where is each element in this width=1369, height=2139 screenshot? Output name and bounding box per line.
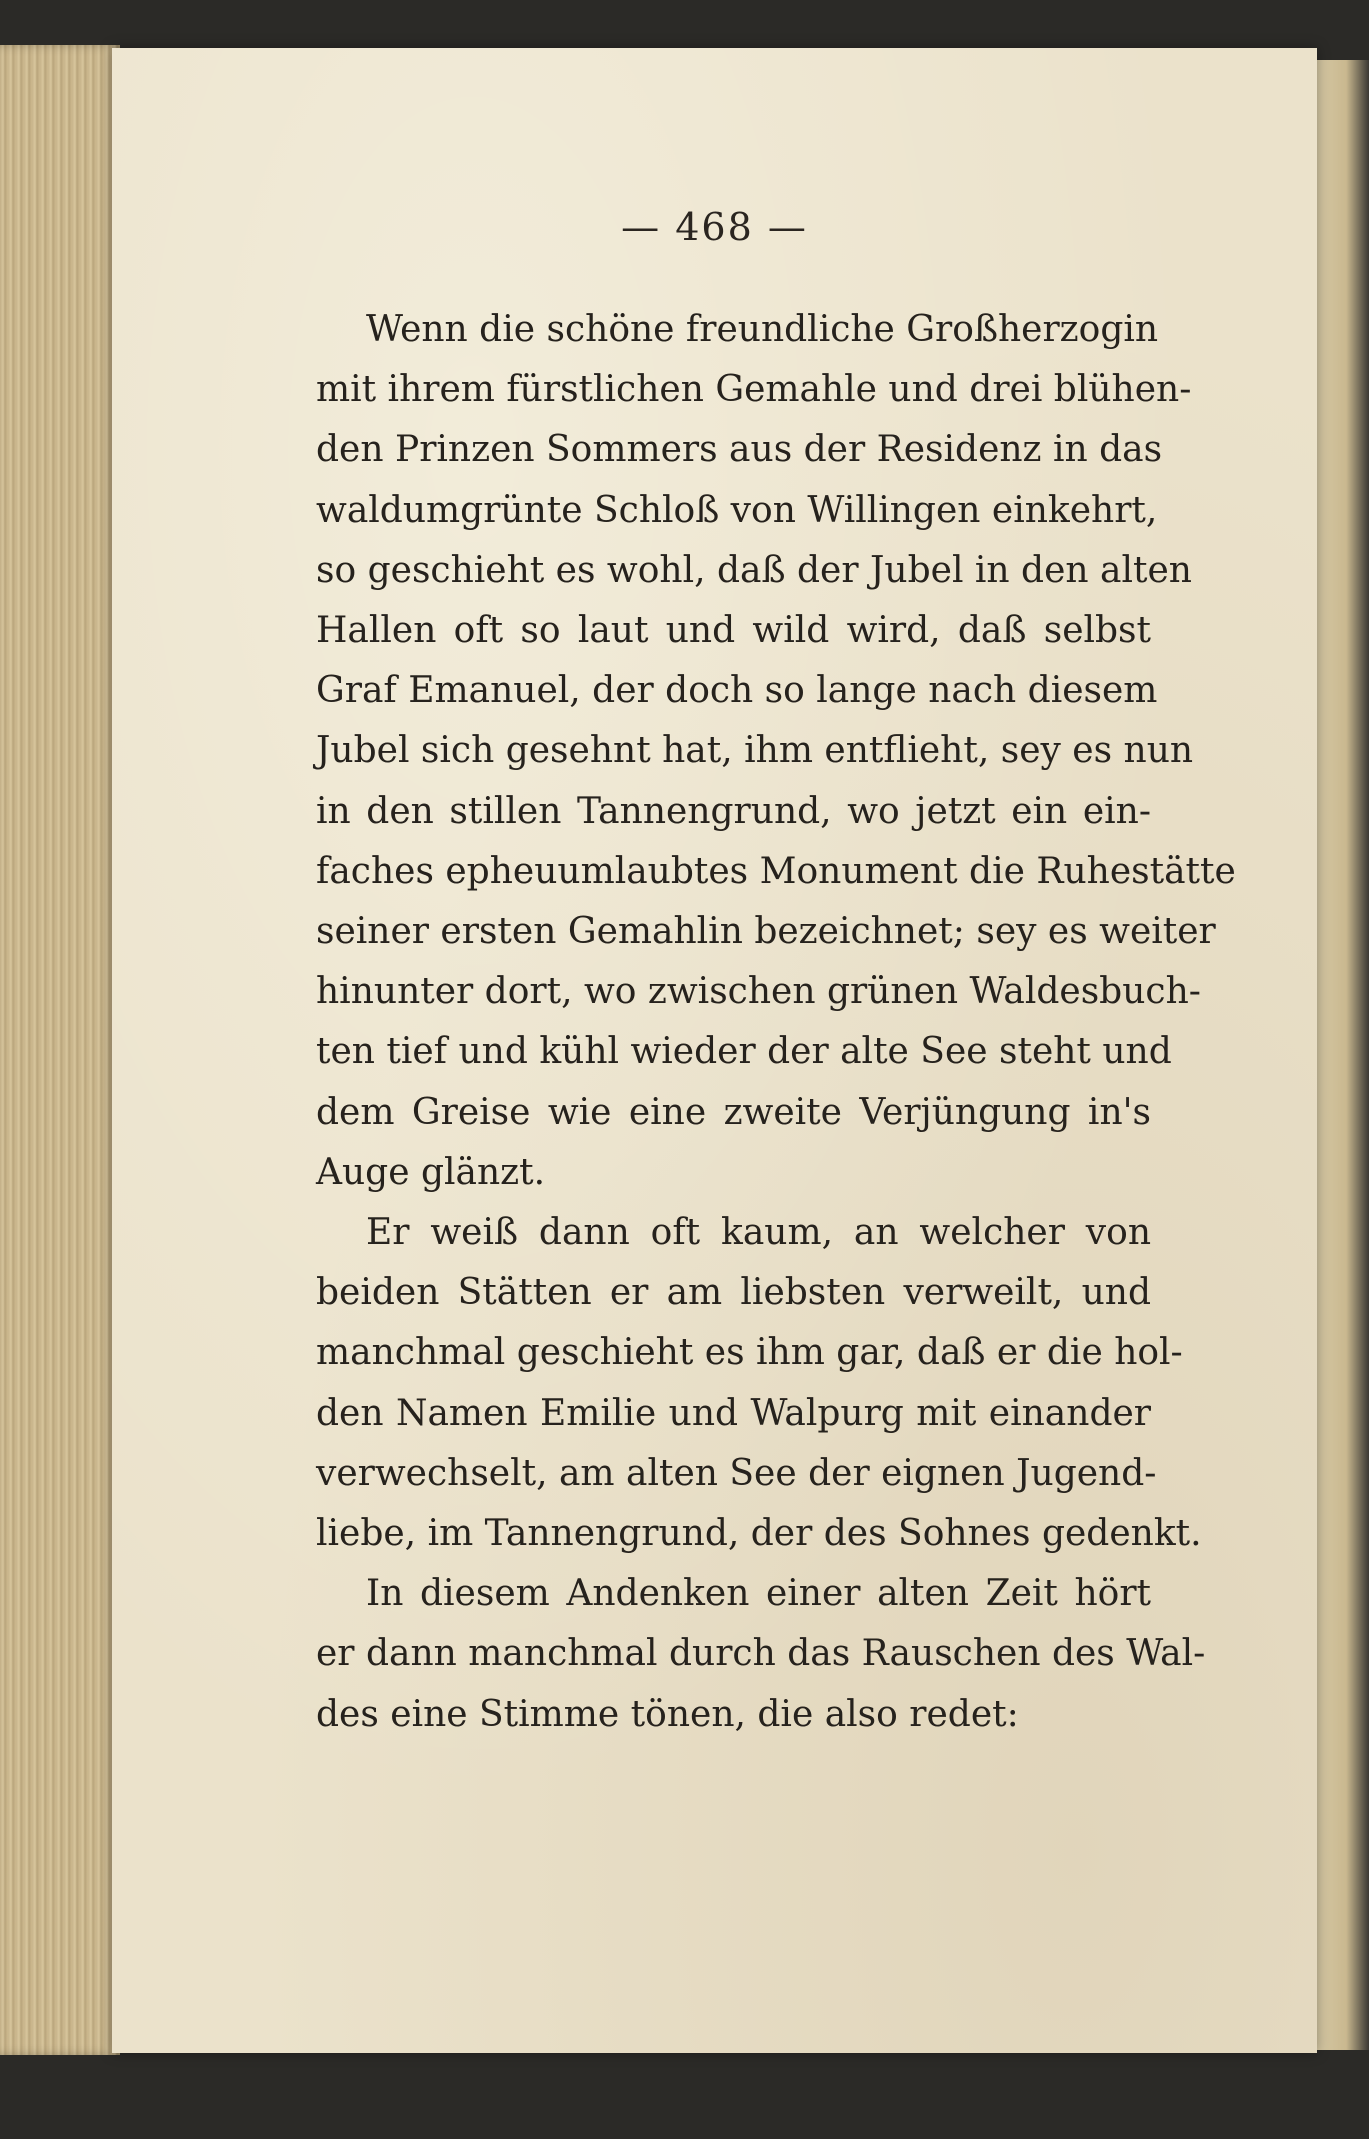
text-line: manchmal geschieht es ihm gar, daß er die hol- (316, 1332, 1183, 1374)
text-line: hinunter dort, wo zwischen grünen Waldesbuch- (316, 971, 1201, 1013)
text-line: ten tief und kühl wieder der alte See steht und (316, 1031, 1172, 1073)
text-line: er dann manchmal durch das Rauschen des Wal- (316, 1633, 1206, 1675)
text-line: Graf Emanuel, der doch so lange nach diesem (316, 670, 1158, 712)
text-line: verwechselt, am alten See der eignen Jugend- (316, 1452, 1157, 1494)
text-line: Auge glänzt. (316, 1151, 546, 1193)
book-page-edges-left (0, 45, 120, 2055)
text-line: Er weiß dann oft kaum, an welcher von (366, 1212, 1151, 1254)
text-line: in den stillen Tannengrund, wo jetzt ein ein- (316, 790, 1151, 832)
text-line: faches epheuumlaubtes Monument die Ruhestätte (316, 850, 1236, 892)
text-line: Jubel sich gesehnt hat, ihm entflieht, sey es nun (316, 730, 1194, 772)
book-page-edges-right (1312, 60, 1369, 2050)
text-line: dem Greise wie eine zweite Verjüngung in's (316, 1091, 1151, 1133)
body-text (316, 300, 1236, 1745)
text-line: beiden Stätten er am liebsten verweilt, und (316, 1272, 1151, 1314)
text-line: waldumgrünte Schloß von Willingen einkehrt, (316, 489, 1158, 531)
text-line: des eine Stimme tönen, die also redet: (316, 1693, 1019, 1735)
text-line: den Prinzen Sommers aus der Residenz in das (316, 429, 1163, 471)
paragraph (316, 1564, 1206, 1745)
text-line: In diesem Andenken einer alten Zeit hört (366, 1573, 1151, 1615)
text-line: seiner ersten Gemahlin bezeichnet; sey es weiter (316, 911, 1216, 953)
paragraph (316, 1203, 1202, 1564)
page-number: — 468 — (621, 205, 808, 249)
text-line: so geschieht es wohl, daß der Jubel in den alten (316, 549, 1192, 591)
text-line: den Namen Emilie und Walpurg mit einander (316, 1392, 1151, 1434)
text-line: Wenn die schöne freundliche Großherzogin (366, 309, 1159, 350)
text-line: mit ihrem fürstlichen Gemahle und drei blühen- (316, 369, 1192, 411)
text-line: liebe, im Tannengrund, der des Sohnes gedenkt. (316, 1513, 1202, 1555)
text-line: Hallen oft so laut und wild wird, daß selbst (316, 610, 1151, 652)
paragraph (316, 300, 1236, 1203)
